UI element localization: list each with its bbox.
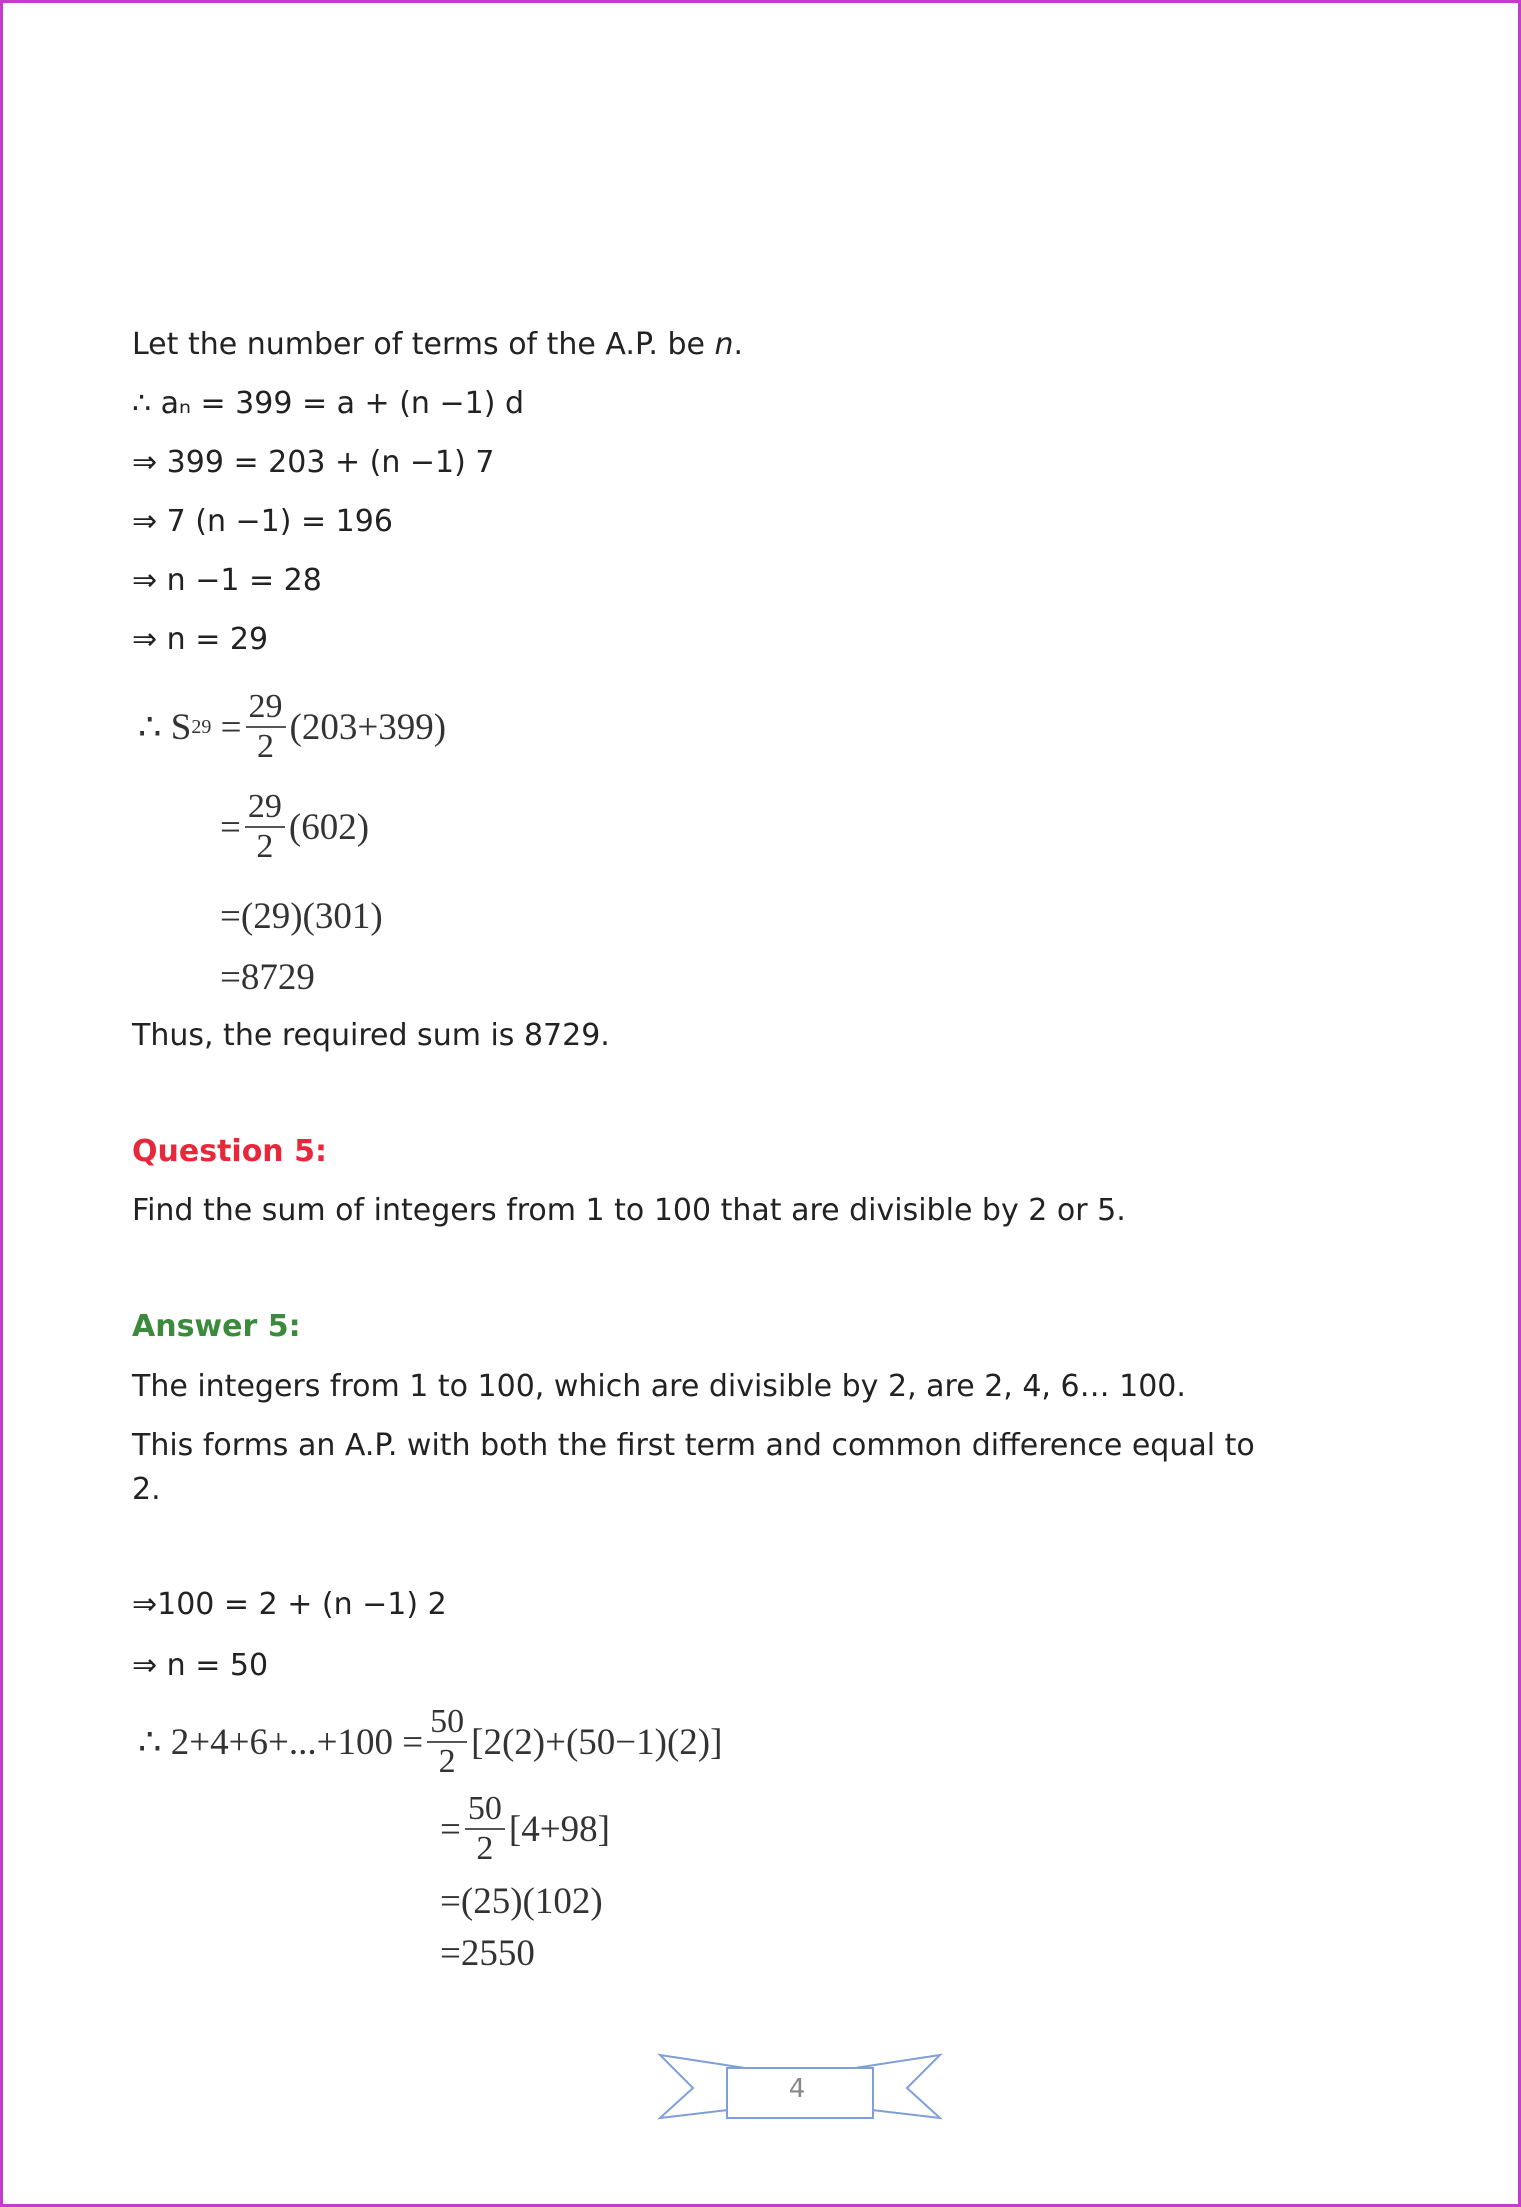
equation-line: ⇒ n −1 = 28 (132, 563, 322, 598)
question-heading: Question 5: (132, 1134, 327, 1169)
sum-formula-step3: =(29)(301) (220, 896, 383, 937)
question-text: Find the sum of integers from 1 to 100 that are divisible by 2 or 5. (132, 1193, 1126, 1228)
equation-line: ⇒ 399 = 203 + (n −1) 7 (132, 445, 495, 480)
page-number: 4 (788, 2074, 806, 2104)
sum-formula-step1: ∴ S 29 = $\frac{29}{2}$ (203+399) (138, 688, 447, 765)
answer-line: 2. (132, 1472, 161, 1507)
sum-formula2-step3: =(25)(102) (440, 1881, 603, 1922)
text-line: Let the number of terms of the A.P. be n. (132, 327, 744, 362)
sum-formula2-step2: = $\frac{50}{2}$ [4+98] (440, 1790, 610, 1867)
answer-line: The integers from 1 to 100, which are divisible by 2, are 2, 4, 6… 100. (132, 1369, 1186, 1404)
equation-line: ∴ aₙ = 399 = a + (n −1) d (132, 386, 524, 421)
equation-line: ⇒ n = 29 (132, 622, 269, 657)
equation-line: ⇒100 = 2 + (n −1) 2 (132, 1587, 447, 1622)
sum-formula2-step1: ∴ 2+4+6+...+100 = $\frac{50}{2}$ [2(2)+(50−1)(2)] (138, 1703, 723, 1780)
equation-line: ⇒ 7 (n −1) = 196 (132, 504, 393, 539)
sum-formula-step2: = $\frac{29}{2}$ (602) (220, 788, 370, 865)
conclusion: Thus, the required sum is 8729. (132, 1018, 610, 1053)
answer-heading: Answer 5: (132, 1309, 301, 1344)
sum-formula2-step4: =2550 (440, 1933, 535, 1974)
answer-line: This forms an A.P. with both the first term and common difference equal to (132, 1428, 1255, 1463)
equation-line: ⇒ n = 50 (132, 1648, 269, 1683)
sum-formula-step4: =8729 (220, 957, 315, 998)
